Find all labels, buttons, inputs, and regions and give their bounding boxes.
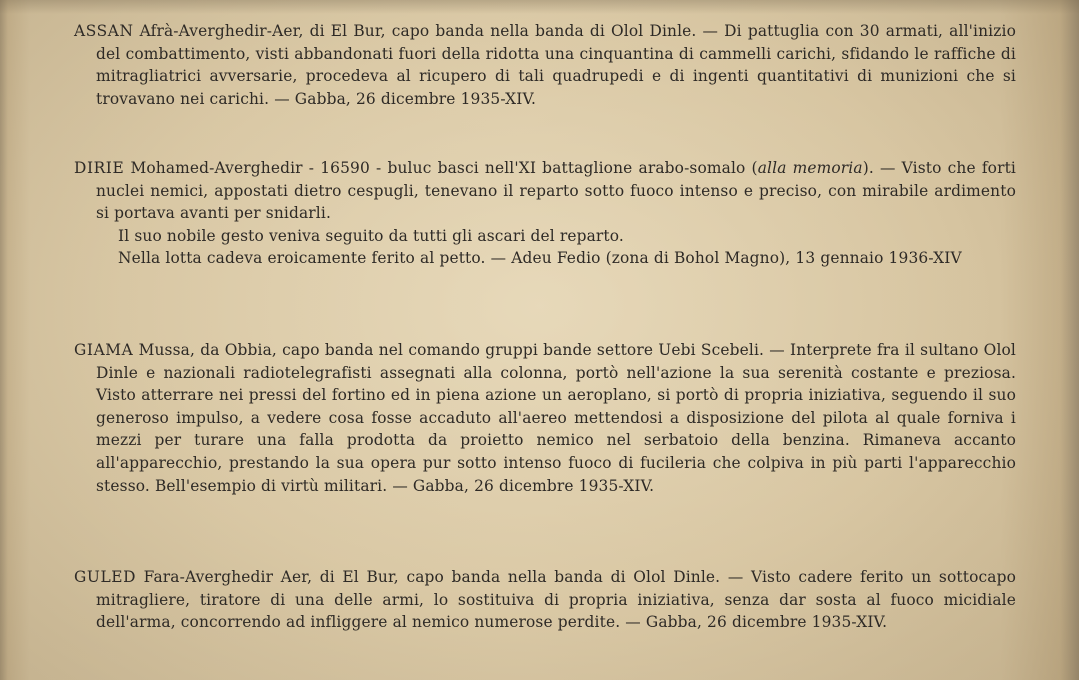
citation-name: GIAMA — [74, 341, 134, 359]
citation-continuation: Il suo nobile gesto veniva seguito da tutti gli ascari del reparto. — [118, 226, 624, 245]
citation-paragraph — [74, 157, 1016, 225]
citation-entry-dirie — [74, 157, 1016, 270]
citation-text: Mussa, da Obbia, capo banda nel comando gruppi bande settore Uebi Scebeli. — Interprete fra il sultano Olol Dinle e nazionali radiotelegrafisti assegnati alla colonna, portò nell'azione la sua serenità costante e preziosa. Visto atterrare nei pressi del fortino ed in piena azione un aeroplano, si portò di propria iniziativa, seguendo il suo generoso impulso, a vedere cosa fosse accaduto all'aereo mettendosi a disposizione del pilota al quale forniva i mezzi per turare una falla prodotta da proietto nemico nel serbatoio della benzina. Rimaneva accanto all'apparecchio, prestando la sua opera pur sotto intenso fuoco di fucileria che colpiva in più parti l'apparecchio stesso. Bell'esempio di virtù militari. — Gabba, 26 dicembre 1935-XIV. — [96, 341, 1016, 495]
citation-name: GULED — [74, 568, 137, 586]
citation-text: Mohamed-Averghedir - 16590 - buluc basci nell'XI battaglione arabo-somalo ( — [130, 159, 758, 177]
citation-paragraph — [74, 566, 1016, 634]
citation-name: DIRIE — [74, 159, 125, 177]
citation-italic-note: alla memoria — [757, 159, 863, 177]
citation-text-after: ). — Visto che forti nuclei nemici, appostati dietro cespugli, tenevano il reparto sotto fuoco intenso e preciso, con mirabile ardimento si portava avanti per snidarli. — [96, 159, 1016, 223]
citation-text: Afrà-Averghedir-Aer, di El Bur, capo banda nella banda di Olol Dinle. — Di pattuglia con 30 armati, all'inizio del combattimento, visti abbandonati fuori della ridotta una cinquantina di cammelli carichi, sfidando le raffiche di mitragliatrici avversarie, procedeva al ricupero di tali quadrupedi e di ingenti quantitativi di munizioni che si trovavano nei carichi. — Gabba, 26 dicembre 1935-XIV. — [96, 22, 1016, 108]
citation-entry-assan — [74, 20, 1016, 110]
page-shadow — [0, 0, 1079, 14]
citation-text: Fara-Averghedir Aer, di El Bur, capo banda nella banda di Olol Dinle. — Visto cadere ferito un sottocapo mitragliere, tiratore di una delle armi, lo sostituiva di propria iniziativa, senza dar sosta al fuoco micidiale dell'arma, concorrendo ad infliggere al nemico numerose perdite. — Gabba, 26 dicembre 1935-XIV. — [96, 568, 1016, 632]
citation-entry-giama — [74, 339, 1016, 497]
citation-name: ASSAN — [74, 22, 134, 40]
citation-paragraph — [74, 20, 1016, 110]
citation-continuation: Nella lotta cadeva eroicamente ferito al petto. — Adeu Fedio (zona di Bohol Magno), 13 gennaio 1936-XIV — [118, 249, 962, 268]
citation-entry-guled — [74, 566, 1016, 634]
citation-paragraph — [74, 339, 1016, 497]
